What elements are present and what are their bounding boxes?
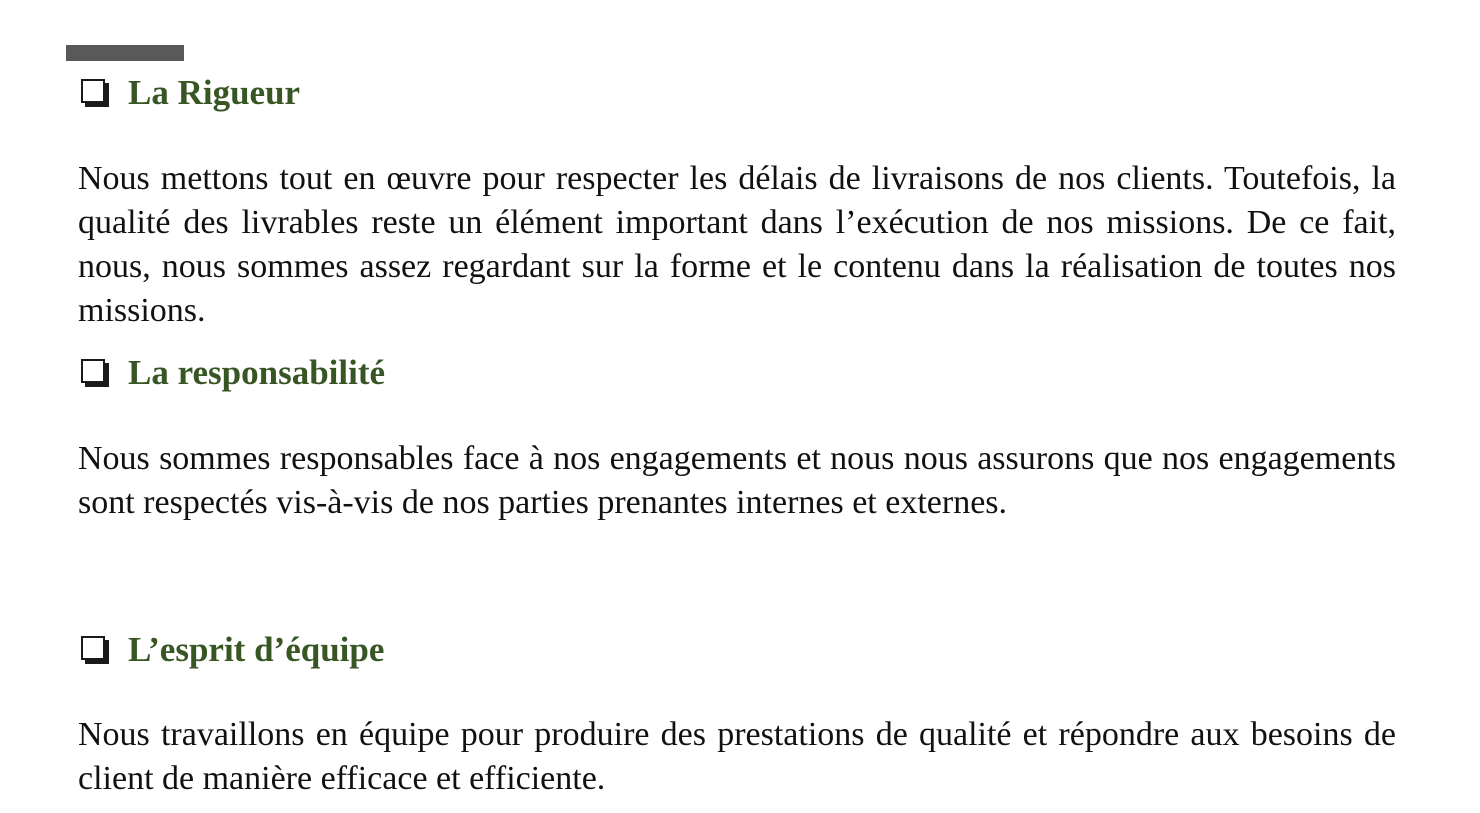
section-heading-label: L’esprit d’équipe bbox=[128, 630, 385, 669]
accent-bar bbox=[66, 45, 184, 61]
section-heading-label: La responsabilité bbox=[128, 353, 386, 392]
section-heading-rigueur bbox=[80, 75, 300, 110]
checkbox-bullet-icon bbox=[80, 635, 110, 665]
section-heading-esprit-equipe bbox=[80, 632, 384, 667]
section-body-esprit-equipe: Nous travaillons en équipe pour produire des prestations de qualité et répondre aux besoins de client de manière efficace et efficiente. bbox=[78, 716, 1396, 797]
section-heading-label: La Rigueur bbox=[128, 73, 301, 112]
section-heading-responsabilite bbox=[80, 355, 385, 390]
checkbox-bullet-icon bbox=[80, 358, 110, 388]
section-body-responsabilite: Nous sommes responsables face à nos engagements et nous nous assurons que nos engagements sont respectés vis-à-vis de nos parties prenantes internes et externes. bbox=[78, 440, 1396, 521]
section-body-rigueur: Nous mettons tout en œuvre pour respecter les délais de livraisons de nos clients. Toutefois, la qualité des livrables reste un élément important dans l’exécution de nos missions. De ce fait, nous, nous sommes assez regardant sur la forme et le contenu dans la réalisation de toutes nos missions. bbox=[78, 160, 1396, 329]
checkbox-bullet-icon bbox=[80, 78, 110, 108]
